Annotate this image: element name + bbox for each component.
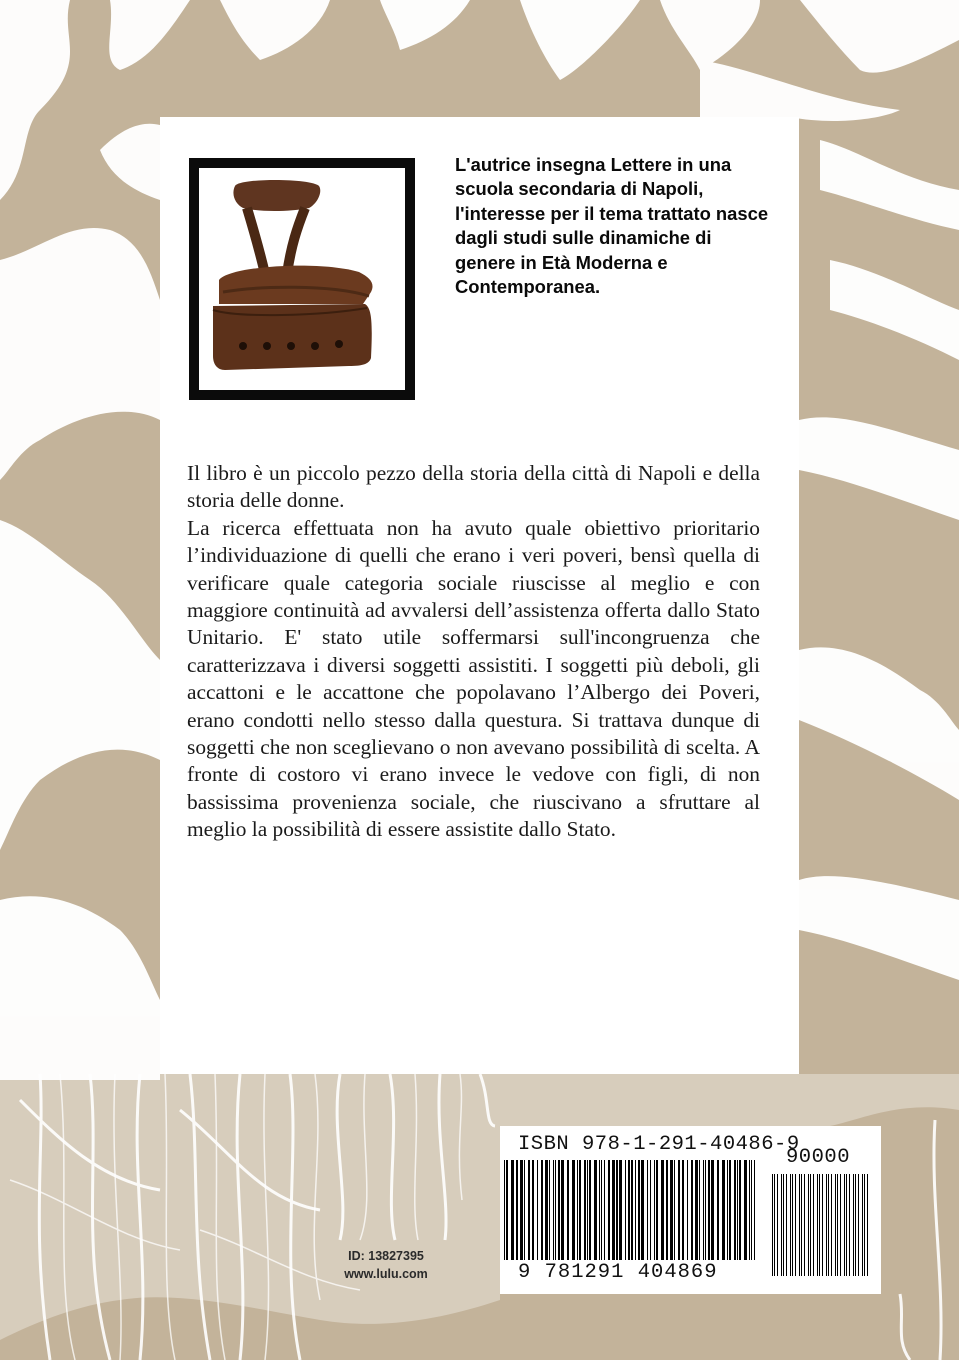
barcode-bar [708, 1160, 710, 1260]
barcode-bar [783, 1174, 784, 1276]
barcode-bar [656, 1160, 658, 1260]
barcode-bar [558, 1160, 560, 1260]
barcode-bar [744, 1160, 747, 1260]
description-paragraph: La ricerca effettuata non ha avuto quale obiettivo prioritario l’individuazione di quelli che erano i veri poveri, bensì quella di verificare quale categoria sociale riuscisse al meglio e con maggiore continuità ad avvalersi dell’assistenza offerta dallo Stato Unitario. E' stato utile soffermarsi sull'incongruenza che caratterizzava i diversi soggetti assistiti. I soggetti più deboli, gli accattoni e le accattone che popolavano l’Albergo dei Poveri, erano condotti nello stesso dalla questura. Si trattava dunque di soggetti che non sceglievano o non avevano possibilità di scelta. A fronte di costoro vi erano invece le vedove con figli, di non bassissima provenienza sociale, che riuscivano a sfruttare al meglio la possibilità di essere assistite dallo Stato. [187, 515, 760, 842]
barcode-bar [727, 1160, 728, 1260]
barcode-bar [579, 1160, 581, 1260]
barcode-bar [628, 1160, 630, 1260]
barcode-bar [594, 1160, 597, 1260]
barcode-bar [717, 1160, 719, 1260]
barcode-bar [537, 1160, 538, 1260]
barcode-bar [813, 1174, 814, 1276]
barcode-bar [511, 1160, 514, 1260]
barcode-bar [817, 1174, 818, 1276]
barcode-bar [666, 1160, 668, 1260]
barcode-bar [647, 1160, 648, 1260]
barcode-bar [678, 1160, 680, 1260]
barcode-bar [687, 1160, 688, 1260]
isbn-barcode [500, 1126, 881, 1294]
barcode-bar [777, 1174, 778, 1276]
barcode-bar [670, 1160, 673, 1260]
barcode-bar [835, 1174, 836, 1276]
barcode-bar [786, 1174, 787, 1276]
barcode-bar [837, 1174, 838, 1276]
barcode-bar [520, 1160, 523, 1260]
barcode-bar [722, 1160, 725, 1260]
barcode-bar [616, 1160, 618, 1260]
barcode-bar [553, 1160, 554, 1260]
barcode-bar [840, 1174, 841, 1276]
barcode-bar [650, 1160, 651, 1260]
barcode-bar [867, 1174, 868, 1276]
barcode-bar [844, 1174, 845, 1276]
barcode-bar [577, 1160, 578, 1260]
barcode-bar [631, 1160, 633, 1260]
barcode-bar [572, 1160, 575, 1260]
barcode-bar [703, 1160, 704, 1260]
barcode-bar [599, 1160, 600, 1260]
barcode-bar [567, 1160, 569, 1260]
barcode-bar [516, 1160, 518, 1260]
barcode-bar [608, 1160, 610, 1260]
barcode-bar [734, 1160, 736, 1260]
barcode-bar [561, 1160, 564, 1260]
barcode-bar [739, 1160, 741, 1260]
ean-digits: 9 781291 404869 [518, 1261, 718, 1284]
barcode-bar [654, 1160, 655, 1260]
barcode-bar [810, 1174, 811, 1276]
barcode-bar [804, 1174, 805, 1276]
barcode-bar [532, 1160, 534, 1260]
barcode-bar [772, 1174, 773, 1276]
barcode-bar [749, 1160, 750, 1260]
isbn-number: ISBN 978-1-291-40486-9 [518, 1133, 800, 1156]
barcode-bar [711, 1160, 714, 1260]
barcode-bar [781, 1174, 782, 1276]
barcode-bar [705, 1160, 706, 1260]
barcode-bar [826, 1174, 827, 1276]
barcode-bar [808, 1174, 809, 1276]
barcode-bar [754, 1160, 755, 1260]
barcode-bar [587, 1160, 588, 1260]
barcode-bar [524, 1160, 525, 1260]
barcode-bar [846, 1174, 847, 1276]
publisher-id: ID: 13827395 [348, 1249, 424, 1263]
barcode-bar [506, 1160, 508, 1260]
barcode-bar [831, 1174, 832, 1276]
barcode-bar [601, 1160, 602, 1260]
barcode-bar [584, 1160, 586, 1260]
antique-iron-image [199, 168, 405, 390]
barcode-bar [855, 1174, 856, 1276]
barcode-bar [858, 1174, 859, 1276]
barcode-bar [691, 1160, 693, 1260]
barcode-bar [801, 1174, 802, 1276]
author-photo-frame [189, 158, 415, 400]
description-paragraph: Il libro è un piccolo pezzo della storia della città di Napoli e della storia delle donne. [187, 461, 760, 513]
barcode-bar [699, 1160, 700, 1260]
barcode-bar [790, 1174, 791, 1276]
barcode-bar [589, 1160, 591, 1260]
barcode-bar [682, 1160, 684, 1260]
barcode-bar [604, 1160, 605, 1260]
barcode-bar [737, 1160, 738, 1260]
barcode-bar [619, 1160, 622, 1260]
book-description [187, 460, 760, 844]
barcode-bar [849, 1174, 850, 1276]
barcode-bar [795, 1174, 796, 1276]
barcode-bar [774, 1174, 775, 1276]
barcode-bar [625, 1160, 626, 1260]
publisher-info [322, 1247, 450, 1283]
barcode-bar [549, 1160, 550, 1260]
barcode-bar [792, 1174, 793, 1276]
barcode-bar [661, 1160, 664, 1260]
barcode-bar [799, 1174, 800, 1276]
barcode-bar [862, 1174, 863, 1276]
barcode-bar [555, 1160, 556, 1260]
barcode-bar [504, 1160, 505, 1260]
barcode-bar [528, 1160, 530, 1260]
barcode-bar [641, 1160, 644, 1260]
author-bio: L'autrice insegna Lettere in una scuola secondaria di Napoli, l'interesse per il tema trattato nasce dagli studi sulle dinamiche di genere in Età Moderna e Contemporanea. [455, 154, 769, 298]
barcode-bar [541, 1160, 543, 1260]
barcode-bar [751, 1160, 752, 1260]
barcode-bar [695, 1160, 698, 1260]
barcode-bar [729, 1160, 731, 1260]
price-code: 90000 [786, 1146, 851, 1169]
barcode-bar [822, 1174, 823, 1276]
barcode-bar [819, 1174, 820, 1276]
barcode-bar [853, 1174, 854, 1276]
back-cover-panel [160, 117, 799, 1074]
publisher-url: www.lulu.com [344, 1267, 428, 1281]
barcode-bar [545, 1160, 548, 1260]
barcode-bar [674, 1160, 675, 1260]
barcode-bar [828, 1174, 829, 1276]
barcode-bar [612, 1160, 615, 1260]
barcode-bar [638, 1160, 640, 1260]
barcode-bar [635, 1160, 636, 1260]
barcode-bar [864, 1174, 865, 1276]
